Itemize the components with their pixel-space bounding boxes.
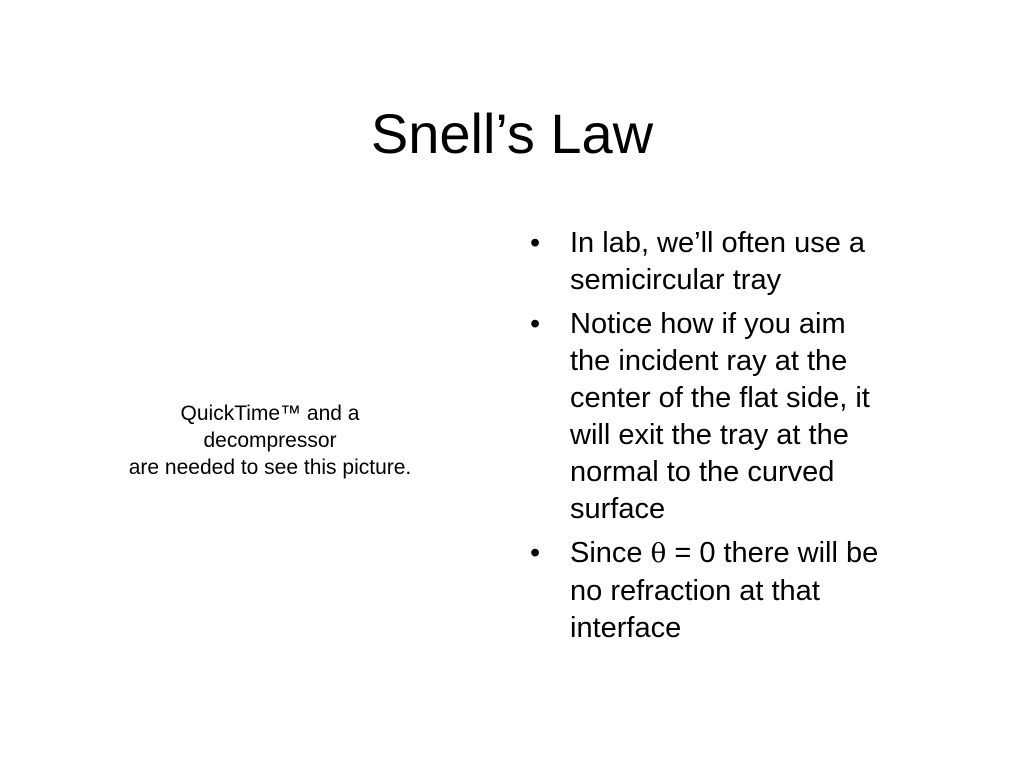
bullet-text-line: In lab, we’ll often use a: [570, 227, 866, 259]
bullet-item: [530, 225, 950, 299]
placeholder-line: are needed to see this picture.: [128, 456, 412, 479]
bullet-text-line: Notice how if you aim: [570, 308, 846, 340]
bullet-text-line: no refraction at that: [570, 575, 820, 607]
bullet-text-fragment: Since: [570, 537, 651, 569]
bullet-icon: •: [530, 308, 541, 340]
bullet-text-line: surface: [570, 493, 666, 525]
bullet-text-line: normal to the curved: [570, 456, 835, 488]
placeholder-line: QuickTime™ and a: [180, 402, 360, 425]
bullet-text-line: will exit the tray at the: [570, 419, 849, 451]
bullet-text-line: [570, 535, 950, 573]
bullet-item: [530, 535, 950, 647]
theta-symbol: θ: [650, 539, 667, 569]
slide-title: Snell’s Law: [370, 102, 654, 165]
bullet-text-line: center of the flat side, it: [570, 382, 870, 414]
bullet-list: [530, 225, 950, 654]
bullet-text-line: the incident ray at the: [570, 345, 848, 377]
bullet-item: [530, 306, 950, 528]
bullet-text-fragment: = 0 there will be: [666, 537, 879, 569]
bullet-text-line: semicircular tray: [570, 264, 782, 296]
quicktime-placeholder: [60, 400, 480, 481]
bullet-icon: •: [530, 227, 541, 259]
bullet-text-line: interface: [570, 612, 682, 644]
bullet-icon: •: [530, 537, 541, 569]
placeholder-line: decompressor: [203, 429, 337, 452]
